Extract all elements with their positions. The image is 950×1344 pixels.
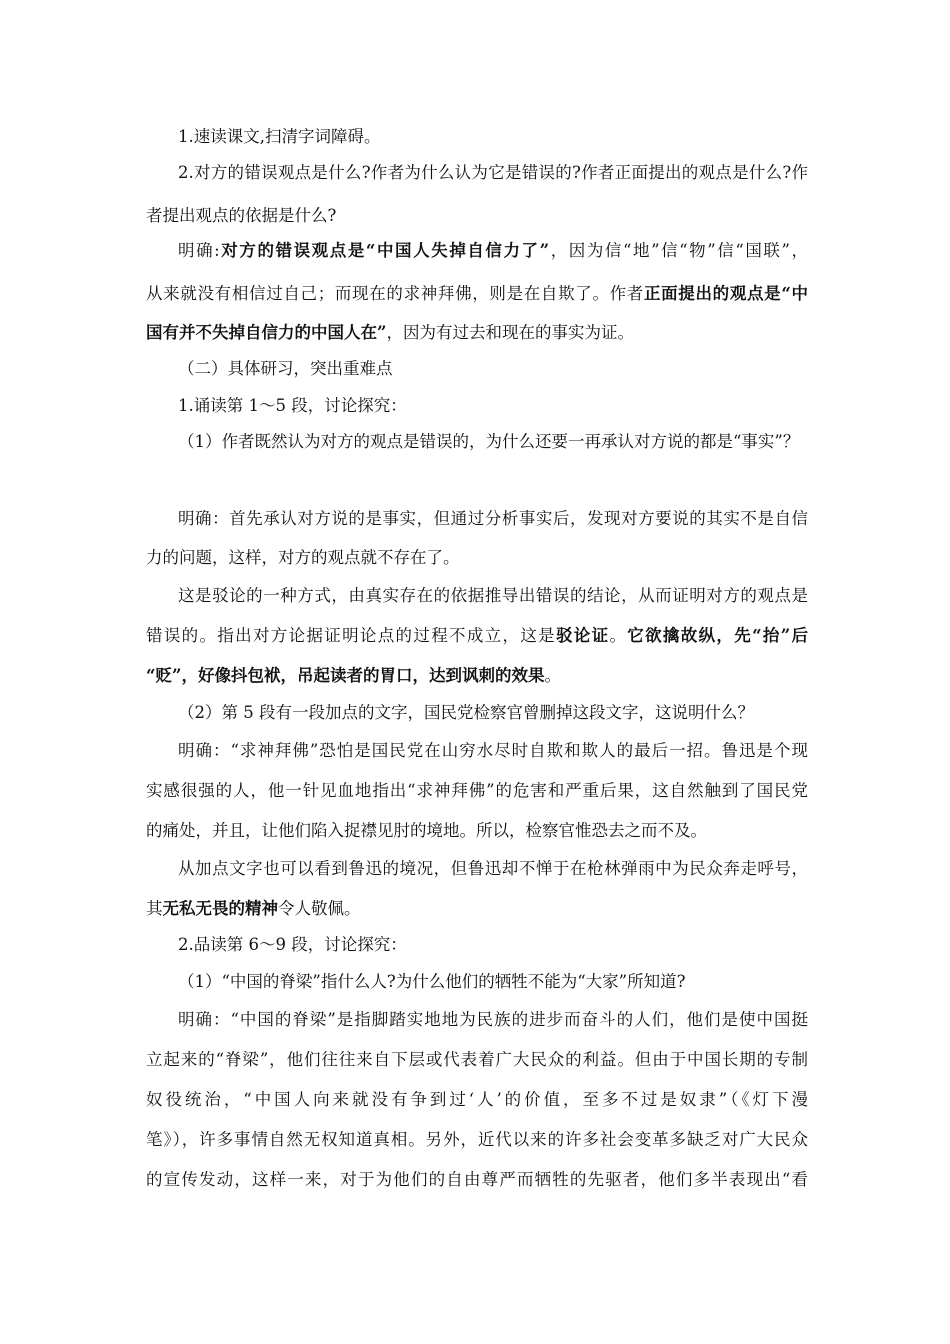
answer-label: 明确: (178, 241, 220, 260)
bold-rebut-argument: 驳论证 (555, 626, 610, 645)
step-2-question-line-1: 2.对方的错误观点是什么?作者为什么认为它是错误的?作者正面提出的观点是什么?作 (178, 163, 808, 182)
answer-1-line-2 (146, 284, 808, 304)
step-2-question-line-2: 者提出观点的依据是什么? (146, 206, 337, 225)
part-2-heading: 2.品读第 6～9 段，讨论探究： (178, 935, 407, 954)
answer-1-text: ，因为信“地”信“物”信“国联”， (549, 241, 809, 260)
answer-1-2-line-3: 的痛处，并且，让他们陷入捉襟见肘的境地。所以，检察官惟恐去之而不及。 (146, 821, 707, 840)
answer-1-1-line-2: 力的问题，这样，对方的观点就不存在了。 (146, 548, 460, 567)
bold-selfless-spirit: 无私无畏的精神 (162, 899, 278, 918)
answer-1-1-line-1: 明确：首先承认对方说的是事实，但通过分析事实后，发现对方要说的其实不是自信 (178, 509, 808, 528)
answer-1-2-line-2: 实感很强的人，他一针见血地指出“求神拜佛”的危害和严重后果，这自然触到了国民党 (146, 781, 808, 800)
step-1-skim-text: 1.速读课文,扫清字词障碍。 (178, 127, 381, 146)
lu-xun-text: 其 (146, 899, 163, 918)
question-1-2: （2）第 5 段有一段加点的文字，国民党检察官曾删掉这段文字，这说明什么？ (178, 703, 754, 722)
rebuttal-punct: 。 (609, 626, 628, 645)
rebuttal-line-1: 这是驳论的一种方式，由真实存在的依据推导出错误的结论，从而证明对方的观点是 (178, 586, 808, 605)
answer-2-1-line-1: 明确：“中国的脊梁”是指脚踏实地地为民族的进步而奋斗的人们，他们是使中国挺 (178, 1010, 808, 1029)
bold-tactic-1: 它欲擒故纵，先“抬”后 (627, 626, 809, 645)
bold-positive-view-2: 国有并不失掉自信力的中国人在” (146, 323, 387, 342)
answer-2-1-line-3: 奴役统治，“中国人向来就没有争到过‘人’的价值，至多不过是奴隶”（《灯下漫 (146, 1090, 808, 1109)
answer-1-line-3 (146, 323, 634, 343)
bold-positive-view-1: 正面提出的观点是“中 (643, 284, 808, 303)
answer-2-1-line-2: 立起来的“脊梁”，他们往往来自下层或代表着广大民众的利益。但由于中国长期的专制 (146, 1050, 808, 1069)
bold-tactic-2: “贬”，好像抖包袱，吊起读者的胃口，达到讽刺的效果 (146, 666, 545, 685)
lu-xun-line-2 (146, 899, 361, 919)
answer-2-1-line-4: 笔》），许多事情自然无权知道真相。另外，近代以来的许多社会变革多缺乏对广大民众 (146, 1130, 808, 1149)
question-2-1: （1）“中国的脊梁”指什么人?为什么他们的牺牲不能为“大家”所知道? (178, 972, 686, 991)
rebuttal-line-3 (146, 666, 561, 686)
bold-wrong-view: 对方的错误观点是“中国人失掉自信力了” (219, 241, 550, 260)
answer-1-line-1 (178, 241, 808, 261)
question-1-1: （1）作者既然认为对方的观点是错误的，为什么还要一再承认对方说的都是“事实”？ (178, 432, 800, 451)
rebuttal-text: 错误的。指出对方论据证明论点的过程不成立，这是 (146, 626, 556, 645)
answer-1-text-3: ，因为有过去和现在的事实为证。 (386, 323, 634, 342)
answer-1-2-line-1: 明确：“求神拜佛”恐怕是国民党在山穷水尽时自欺和欺人的最后一招。鲁迅是个现 (178, 741, 808, 760)
answer-1-text-2: 从来就没有相信过自己；而现在的求神拜佛，则是在自欺了。作者 (146, 284, 644, 303)
answer-2-1-line-5: 的宣传发动，这样一来，对于为他们的自由尊严而牺牲的先驱者，他们多半表现出“看 (146, 1170, 808, 1189)
rebuttal-end-punct: 。 (544, 666, 561, 685)
rebuttal-line-2 (146, 626, 808, 646)
lu-xun-line-1: 从加点文字也可以看到鲁迅的境况，但鲁迅却不惮于在枪林弹雨中为民众奔走呼号， (178, 859, 808, 878)
part-1-heading: 1.诵读第 1～5 段，讨论探究： (178, 396, 407, 415)
lu-xun-text-end: 令人敬佩。 (278, 899, 361, 918)
section-heading-2: （二）具体研习，突出重难点 (178, 359, 393, 378)
